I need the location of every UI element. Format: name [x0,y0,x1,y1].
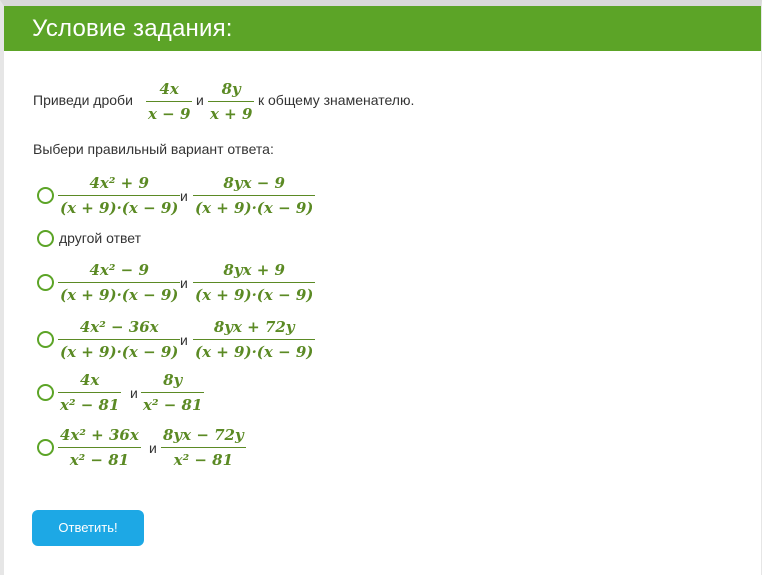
task-fraction-2 [208,79,254,124]
option-2-radio[interactable] [37,230,54,247]
answer-prompt: Выбери правильный вариант ответа: [33,141,274,157]
fraction-numerator: 8yx − 9 [223,174,285,192]
option-4-fraction-b [193,317,315,362]
fraction-numerator: 8y [221,80,241,98]
fraction-denominator: (x + 9)·(x − 9) [60,199,179,217]
fraction-denominator: (x + 9)·(x − 9) [195,286,314,304]
option-3-fraction-b [193,260,315,305]
fraction-denominator: x² − 81 [69,451,130,469]
task-conjunction: и [196,92,204,108]
fraction-numerator: 8yx − 72y [163,426,244,444]
task-fraction-1 [146,79,192,124]
fraction-numerator: 4x [159,80,179,98]
fraction-denominator: (x + 9)·(x − 9) [60,343,179,361]
option-6-fraction-b [161,425,246,470]
option-1-fraction-b [193,173,315,218]
option-3-conjunction: и [180,275,188,291]
fraction-numerator: 4x² + 9 [89,174,149,192]
option-5-fraction-b [141,370,204,415]
option-4-conjunction: и [180,332,188,348]
option-4-radio[interactable] [37,331,54,348]
fraction-denominator: (x + 9)·(x − 9) [195,343,314,361]
option-6-conjunction: и [149,440,157,456]
option-5-conjunction: и [130,385,138,401]
fraction-numerator: 8y [163,371,183,389]
option-6-fraction-a [58,425,141,470]
fraction-denominator: x² − 81 [173,451,234,469]
option-1-conjunction: и [180,188,188,204]
header-title: Условие задания: [32,15,233,42]
fraction-numerator: 8yx + 72y [213,318,295,336]
option-6-radio[interactable] [37,439,54,456]
option-2-label[interactable]: другой ответ [59,230,141,246]
option-1-fraction-a [58,173,180,218]
option-3-radio[interactable] [37,274,54,291]
fraction-numerator: 4x² + 36x [60,426,139,444]
fraction-denominator: x² − 81 [143,396,203,414]
option-1-radio[interactable] [37,187,54,204]
fraction-denominator: x² − 81 [60,396,120,414]
fraction-denominator: (x + 9)·(x − 9) [195,199,314,217]
option-5-fraction-a [58,370,121,415]
option-3-fraction-a [58,260,180,305]
option-5-radio[interactable] [37,384,54,401]
header-bar [4,6,761,51]
fraction-denominator: x + 9 [210,105,253,123]
task-suffix: к общему знаменателю. [258,92,415,108]
task-prefix: Приведи дроби [33,92,133,108]
fraction-numerator: 4x [80,371,100,389]
fraction-denominator: x − 9 [148,105,191,123]
fraction-denominator: (x + 9)·(x − 9) [60,286,179,304]
fraction-numerator: 4x² − 9 [89,261,149,279]
submit-button[interactable]: Ответить! [32,510,144,546]
fraction-numerator: 4x² − 36x [79,318,159,336]
fraction-numerator: 8yx + 9 [223,261,285,279]
option-4-fraction-a [58,317,180,362]
